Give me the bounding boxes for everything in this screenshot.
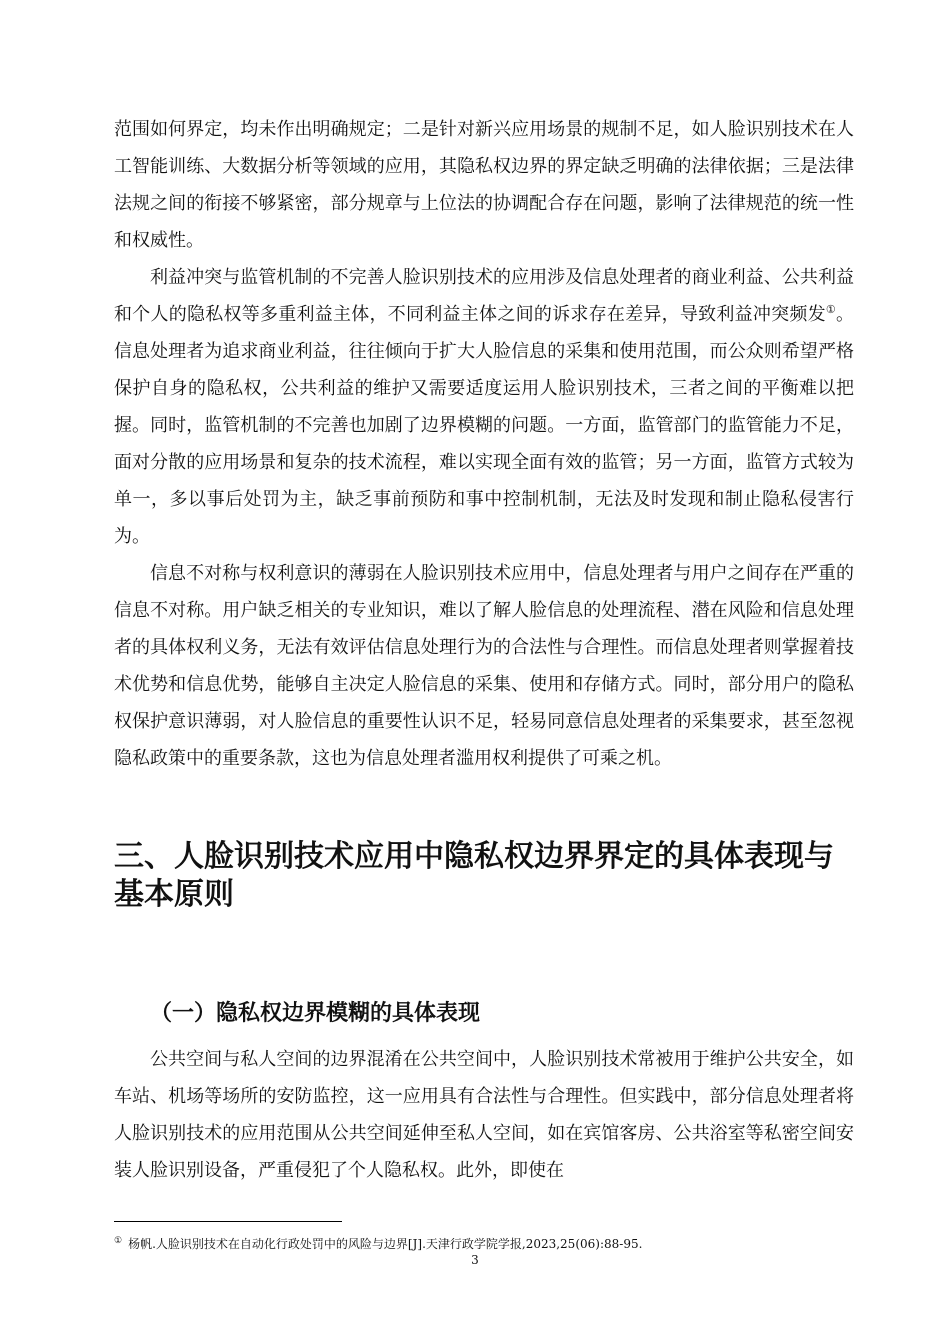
- paragraph-interest-conflict-part2: 。信息处理者为追求商业利益，往往倾向于扩大人脸信息的采集和使用范围，而公众则希望严格保护自身的隐私权，公共利益的维护又需要适度运用人脸识别技术，三者之间的平衡难以把握。同时，监管机制的不完善也加剧了边界模糊的问题。一方面，监管部门的监管能力不足，面对分散的应用场景和复杂的技术流程，难以实现全面有效的监管；另一方面，监管方式较为单一，多以事后处罚为主，缺乏事前预防和事中控制机制，无法及时发现和制止隐私侵害行为。: [114, 304, 854, 547]
- paragraph-interest-conflict: [114, 259, 854, 555]
- footnote-text: 杨帆.人脸识别技术在自动化行政处罚中的风险与边界[J].天津行政学院学报,2023,25(06):88-95.: [128, 1237, 643, 1251]
- body-text-top: [114, 111, 854, 777]
- page-number: 3: [471, 1253, 479, 1267]
- section-heading: 三、人脸识别技术应用中隐私权边界界定的具体表现与基本原则: [114, 839, 834, 912]
- footnote-mark: ①: [114, 1236, 123, 1246]
- subsection-heading: （一）隐私权边界模糊的具体表现: [150, 1001, 481, 1026]
- footnote-reference[interactable]: ①: [825, 303, 836, 316]
- paragraph-interest-conflict-part1: 利益冲突与监管机制的不完善人脸识别技术的应用涉及信息处理者的商业利益、公共利益和个人的隐私权等多重利益主体，不同利益主体之间的诉求存在差异，导致利益冲突频发: [114, 267, 854, 325]
- paragraph-information-asymmetry: 信息不对称与权利意识的薄弱在人脸识别技术应用中，信息处理者与用户之间存在严重的信息不对称。用户缺乏相关的专业知识，难以了解人脸信息的处理流程、潜在风险和信息处理者的具体权利义务，无法有效评估信息处理行为的合法性与合理性。而信息处理者则掌握着技术优势和信息优势，能够自主决定人脸信息的采集、使用和存储方式。同时，部分用户的隐私权保护意识薄弱，对人脸信息的重要性认识不足，轻易同意信息处理者的采集要求，甚至忽视隐私政策中的重要条款，这也为信息处理者滥用权利提供了可乘之机。: [114, 563, 854, 769]
- paragraph-legal-gaps: 范围如何界定，均未作出明确规定；二是针对新兴应用场景的规制不足，如人脸识别技术在人工智能训练、大数据分析等领域的应用，其隐私权边界的界定缺乏明确的法律依据；三是法律法规之间的衔接不够紧密，部分规章与上位法的协调配合存在问题，影响了法律规范的统一性和权威性。: [114, 119, 854, 251]
- footnote-divider: [114, 1221, 342, 1222]
- body-text-bottom: [114, 1041, 854, 1189]
- footnote: [114, 1233, 642, 1252]
- paragraph-public-private-space: 公共空间与私人空间的边界混淆在公共空间中，人脸识别技术常被用于维护公共安全，如车站、机场等场所的安防监控，这一应用具有合法性与合理性。但实践中，部分信息处理者将人脸识别技术的应用范围从公共空间延伸至私人空间，如在宾馆客房、公共浴室等私密空间安装人脸识别设备，严重侵犯了个人隐私权。此外，即使在: [114, 1049, 854, 1181]
